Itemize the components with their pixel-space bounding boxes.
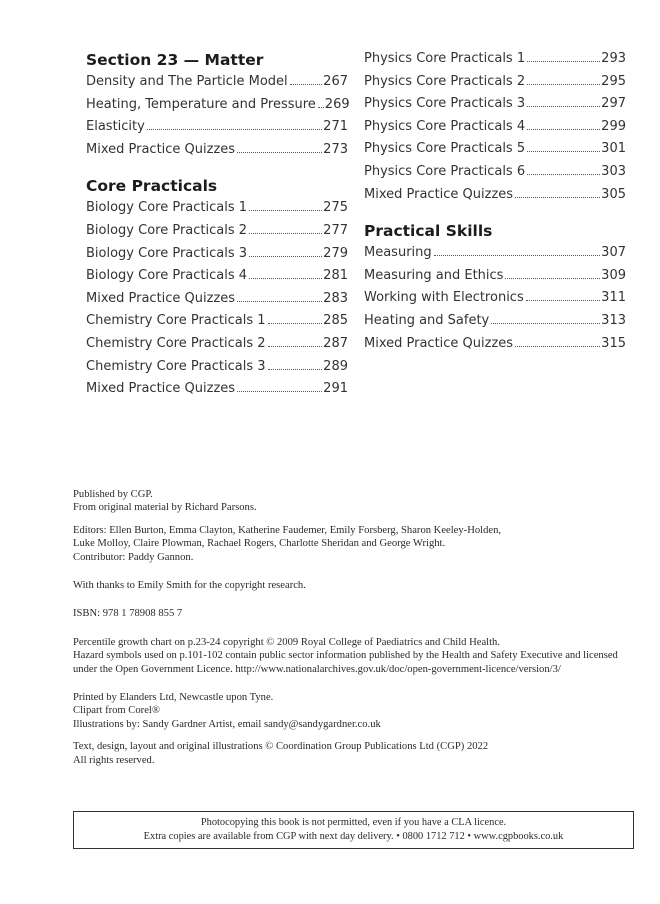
toc-entry (364, 48, 626, 71)
dot-leader (268, 323, 323, 324)
toc-entry-page-number: 293 (601, 51, 626, 66)
imprint-rights: All rights reserved. (73, 754, 155, 766)
toc-entry-page-number: 271 (323, 119, 348, 135)
dot-leader (147, 129, 322, 130)
toc-entry (86, 94, 348, 117)
toc-entry-label: Chemistry Core Practicals 3 (86, 358, 266, 374)
imprint-thanks: With thanks to Emily Smith for the copyright research. (73, 580, 306, 592)
toc-entry-page-number: 285 (323, 313, 348, 329)
dot-leader (237, 391, 322, 392)
dot-leader (526, 300, 600, 301)
imprint-illustrations: Illustrations by: Sandy Gardner Artist, email sandy@sandygardner.co.uk (73, 718, 381, 730)
dot-leader (527, 106, 600, 107)
imprint-published: Published by CGP. (73, 489, 153, 500)
toc-entry-label: Measuring and Ethics (364, 267, 504, 283)
dot-leader (515, 346, 600, 347)
toc-entry (86, 310, 348, 333)
imprint-isbn: ISBN: 978 1 78908 855 7 (73, 608, 183, 620)
dot-leader (318, 107, 324, 108)
notice-line-2: Extra copies are available from CGP with next day delivery. • 0800 1712 712 • www.cgpbooks.co.uk (143, 830, 564, 842)
toc-entry (86, 265, 348, 288)
toc-entry (86, 243, 348, 266)
toc-entry-label: Physics Core Practicals 5 (364, 141, 526, 157)
toc-entry-label: Physics Core Practicals 1 (364, 51, 526, 66)
dot-leader (527, 129, 600, 130)
toc-entry (86, 220, 348, 243)
dot-leader (434, 255, 601, 256)
toc-entry (86, 116, 348, 139)
toc-entry-page-number: 279 (323, 245, 348, 261)
toc-entry-page-number: 289 (323, 358, 348, 374)
imprint-copyright: Text, design, layout and original illustrations © Coordination Group Publications Ltd (CGP) 2022 (73, 741, 489, 753)
toc-entry-page-number: 275 (323, 200, 348, 216)
toc-entry-page-number: 287 (323, 335, 348, 351)
toc-entry-page-number: 305 (601, 186, 626, 202)
toc-entry-label: Heating, Temperature and Pressure (86, 96, 316, 112)
toc-entry (86, 71, 348, 94)
toc-entry-label: Physics Core Practicals 3 (364, 96, 526, 112)
publication-imprint (73, 488, 633, 767)
toc-entry (364, 116, 626, 139)
toc-entry-page-number: 309 (601, 267, 626, 283)
toc-entry-page-number: 311 (601, 290, 626, 306)
dot-leader (527, 174, 600, 175)
dot-leader (249, 233, 322, 234)
toc-entry-page-number: 297 (601, 96, 626, 112)
toc-entry (364, 93, 626, 116)
notice-line-1: Photocopying this book is not permitted, even if you have a CLA licence. (200, 817, 507, 828)
imprint-percentile: Percentile growth chart on p.23-24 copyright © 2009 Royal College of Paediatrics and Child Health. (73, 636, 500, 648)
imprint-clipart: Clipart from Corel® (73, 705, 160, 717)
toc-entry-label: Biology Core Practicals 3 (86, 245, 248, 261)
toc-entry-label: Mixed Practice Quizzes (86, 141, 236, 157)
imprint-editors-line-2: Luke Molloy, Claire Plowman, Rachael Rogers, Charlotte Sheridan and George Wright. (73, 538, 446, 550)
toc-entry-label: Physics Core Practicals 4 (364, 118, 526, 134)
toc-entry-page-number: 277 (323, 222, 348, 238)
imprint-hazard-line-1: Hazard symbols used on p.101-102 contain public sector information published by the Health and Safety Executive and licensed (73, 650, 618, 662)
section-heading-practical-skills: Practical Skills (364, 222, 493, 241)
section-heading-section-23-matter: Section 23 — Matter (86, 51, 264, 69)
dot-leader (249, 256, 322, 257)
dot-leader (515, 197, 600, 198)
toc-entry (364, 287, 626, 310)
dot-leader (268, 346, 323, 347)
toc-entry (86, 139, 348, 162)
toc-entry (364, 333, 626, 356)
toc-entry (364, 138, 626, 161)
dot-leader (527, 61, 600, 62)
toc-entry-page-number: 315 (601, 335, 626, 351)
toc-entry-label: Chemistry Core Practicals 2 (86, 335, 266, 351)
toc-entry-label: Biology Core Practicals 1 (86, 200, 248, 216)
toc-entry (86, 378, 348, 401)
toc-entry (364, 161, 626, 184)
toc-entry-label: Mixed Practice Quizzes (364, 335, 514, 351)
dot-leader (237, 152, 322, 153)
toc-entry-page-number: 295 (601, 73, 626, 89)
toc-entry-page-number: 267 (323, 74, 348, 89)
imprint-editors-line-1: Editors: Ellen Burton, Emma Clayton, Katherine Faudemer, Emily Forsberg, Sharon Keeley-Holden, (73, 524, 502, 536)
dot-leader (249, 210, 322, 211)
toc-entry-label: Mixed Practice Quizzes (86, 381, 236, 397)
imprint-original-material: From original material by Richard Parsons. (73, 502, 257, 514)
photocopy-notice-box (73, 811, 634, 849)
toc-entry-page-number: 313 (601, 312, 626, 328)
toc-entry (86, 356, 348, 379)
toc-entry (364, 184, 626, 207)
imprint-printed: Printed by Elanders Ltd, Newcastle upon Tyne. (73, 692, 274, 704)
toc-entry-label: Mixed Practice Quizzes (86, 290, 236, 306)
toc-entry (86, 333, 348, 356)
toc-entry-label: Density and The Particle Model (86, 74, 288, 89)
toc-entry-page-number: 273 (323, 141, 348, 157)
toc-entry (86, 197, 348, 220)
toc-entry (364, 265, 626, 288)
toc-entry-label: Heating and Safety (364, 312, 490, 328)
dot-leader (491, 323, 600, 324)
dot-leader (527, 84, 600, 85)
imprint-contributor: Contributor: Paddy Gannon. (73, 551, 194, 563)
toc-entry-page-number: 283 (323, 290, 348, 306)
toc-entry-page-number: 291 (323, 381, 348, 397)
dot-leader (249, 278, 322, 279)
toc-left-column (86, 48, 348, 401)
toc-entry-page-number: 269 (324, 96, 350, 112)
dot-leader (505, 278, 600, 279)
toc-entry-page-number: 281 (323, 268, 348, 284)
toc-entry-page-number: 307 (601, 245, 626, 261)
toc-entry (364, 310, 626, 333)
dot-leader (237, 301, 322, 302)
toc-entry (364, 71, 626, 94)
toc-entry-label: Working with Electronics (364, 290, 524, 306)
dot-leader (527, 151, 600, 152)
toc-entry-label: Physics Core Practicals 2 (364, 73, 526, 89)
toc-entry-label: Mixed Practice Quizzes (364, 186, 514, 202)
toc-entry (86, 288, 348, 311)
toc-entry (364, 242, 626, 265)
toc-entry-page-number: 303 (601, 163, 626, 179)
toc-entry-label: Biology Core Practicals 4 (86, 268, 248, 284)
toc-entry-label: Measuring (364, 245, 432, 261)
toc-right-column (364, 48, 626, 355)
toc-entry-label: Chemistry Core Practicals 1 (86, 313, 266, 329)
toc-entry-label: Elasticity (86, 119, 145, 135)
section-heading-core-practicals: Core Practicals (86, 177, 218, 196)
dot-leader (290, 84, 323, 85)
toc-entry-label: Physics Core Practicals 6 (364, 163, 526, 179)
toc-entry-label: Biology Core Practicals 2 (86, 222, 248, 238)
toc-entry-page-number: 301 (601, 141, 626, 157)
dot-leader (268, 369, 323, 370)
imprint-hazard-line-2: under the Open Government Licence. http://www.nationalarchives.gov.uk/doc/open-government-licence/version/3/ (73, 663, 561, 675)
toc-entry-page-number: 299 (601, 118, 626, 134)
